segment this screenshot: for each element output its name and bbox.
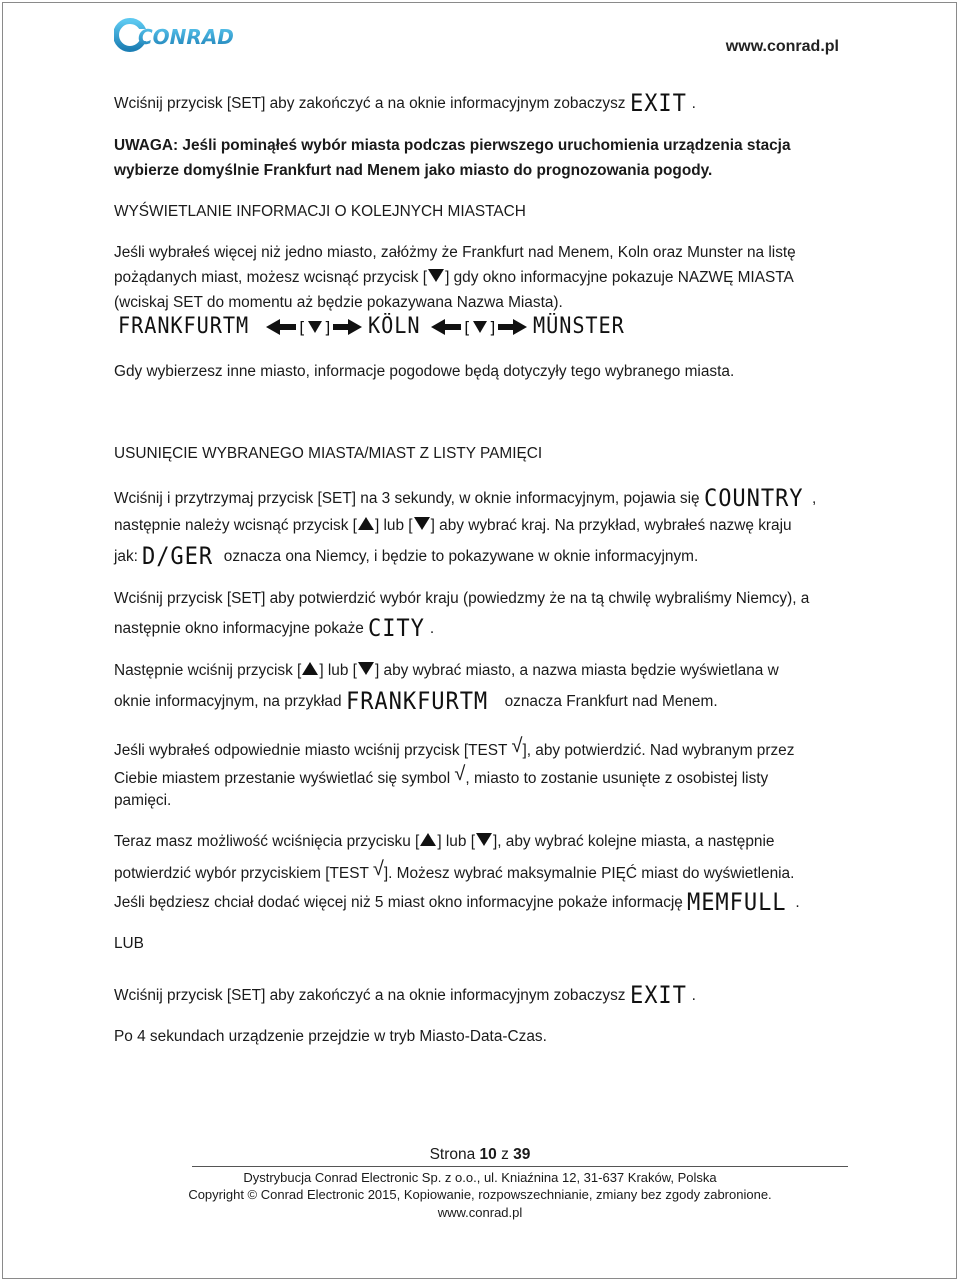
footer-divider [192,1166,848,1167]
s1-line-2: pożądanych miast, możesz wcisnąć przycisk [ ] gdy okno informacyjne pokazuje NAZWĘ MIASTA [114,269,794,286]
s1-line-3: (wciskaj SET do momentu aż będzie pokazywana Nazwa Miasta). [114,294,563,311]
svg-text:[: [ [297,317,308,337]
s2-line-14: Wciśnij przycisk [SET] aby zakończyć a na oknie informacyjnym zobaczysz EXIT . [114,981,696,1009]
s2-line-6: Następnie wciśnij przycisk [ ] lub [ ] aby wybrać miasto, a nazwa miasta będzie wyświetlana w [114,662,779,679]
double-arrow-icon [431,317,527,337]
lcd-dger: D/GER [142,542,214,570]
down-triangle-icon [427,268,445,283]
check-icon: √ [454,763,466,785]
lcd-munster: MÜNSTER [533,314,626,339]
check-icon: √ [511,735,523,757]
s2-line-12: potwierdzić wybór przyciskiem [TEST √]. Możesz wybrać maksymalnie PIĘĆ miast do wyświetlenia. [114,858,795,882]
section-title-city-info: WYŚWIETLANIE INFORMACJI O KOLEJNYCH MIASTACH [114,203,526,220]
double-arrow-icon [266,317,362,337]
conrad-logo [114,17,240,53]
s2-line-1: Wciśnij i przytrzymaj przycisk [SET] na 3 sekundy, w oknie informacyjnym, pojawia się COUNTRY , [114,484,817,512]
s2-line-11: Teraz masz możliwość wciśnięcia przycisku [ ] lub [ ], aby wybrać kolejne miasta, a następnie [114,833,775,850]
s2-line-13: Jeśli będziesz chciał dodać więcej niż 5 miast okno informacyjne pokaże informację MEMFULL . [114,888,800,916]
down-triangle-icon [475,832,493,847]
s1-line-4: Gdy wybierzesz inne miasto, informacje pogodowe będą dotyczyły tego wybranego miasta. [114,363,735,380]
down-triangle-icon [357,661,375,676]
down-triangle-icon [413,516,431,531]
note-line-2: wybierze domyślnie Frankfurt nad Menem jako miasto do prognozowania pogody. [114,162,713,179]
lub-label: LUB [114,935,144,952]
s2-line-10: pamięci. [114,792,172,809]
s2-line-8: Jeśli wybrałeś odpowiednie miasto wciśnij przycisk [TEST √], aby potwierdzić. Nad wybranym przez [114,735,795,759]
svg-text:]: ] [323,317,334,337]
lcd-koln: KÖLN [368,314,421,339]
footer-copyright: Copyright © Conrad Electronic 2015, Kopiowanie, rozpowszechnianie, zmiany bez zgody zabronione. [188,1187,772,1202]
paragraph-exit-top: Wciśnij przycisk [SET] aby zakończyć a na oknie informacyjnym zobaczysz EXIT . [114,89,696,117]
lcd-city: CITY [368,614,425,642]
s2-line-4: Wciśnij przycisk [SET] aby potwierdzić wybór kraju (powiedzmy że na tą chwilę wybraliśmy Niemcy), a [114,590,810,607]
footer-url[interactable]: www.conrad.pl [437,1205,523,1220]
up-triangle-icon [357,516,375,531]
site-url: www.conrad.pl [725,38,839,55]
svg-text:[: [ [462,317,473,337]
up-triangle-icon [419,832,437,847]
s2-line-7: oknie informacyjnym, na przykład FRANKFURTM oznacza Frankfurt nad Menem. [114,687,718,715]
section-title-remove-city: USUNIĘCIE WYBRANEGO MIASTA/MIAST Z LISTY PAMIĘCI [114,445,543,462]
lcd-exit: EXIT [629,981,687,1009]
s2-line-3: jak: D/GER oznacza ona Niemcy, i będzie to pokazywane w oknie informacyjnym. [114,542,699,570]
s2-line-5: następnie okno informacyjne pokaże CITY . [114,614,435,642]
page-number: Strona 10 z 39 [429,1146,531,1163]
lcd-frankfurtm: FRANKFURTM [118,314,250,339]
lcd-frankfurtm: FRANKFURTM [345,687,488,715]
logo-text: CONRAD [138,25,234,49]
s2-line-15: Po 4 sekundach urządzenie przejdzie w tryb Miasto-Data-Czas. [114,1028,547,1045]
check-icon: √ [372,858,384,880]
note-line-1: UWAGA: Jeśli pominąłeś wybór miasta podczas pierwszego uruchomienia urządzenia stacja [114,137,791,154]
footer-address: Dystrybucja Conrad Electronic Sp. z o.o., ul. Kniaźnina 12, 31-637 Kraków, Polska [243,1170,717,1185]
svg-text:]: ] [488,317,499,337]
lcd-exit: EXIT [629,89,687,117]
up-triangle-icon [301,661,319,676]
s1-line-1: Jeśli wybrałeś więcej niż jedno miasto, załóżmy że Frankfurt nad Menem, Koln oraz Munster na listę [114,244,796,261]
city-sequence [118,314,633,339]
s2-line-2: następnie należy wcisnąć przycisk [ ] lub [ ] aby wybrać kraj. Na przykład, wybrałeś nazwę kraju [114,517,792,534]
s2-line-9: Ciebie miastem przestanie wyświetlać się symbol √, miasto to zostanie usunięte z osobistej listy [114,763,769,787]
lcd-memfull: MEMFULL [687,888,787,916]
lcd-country: COUNTRY [703,484,804,512]
